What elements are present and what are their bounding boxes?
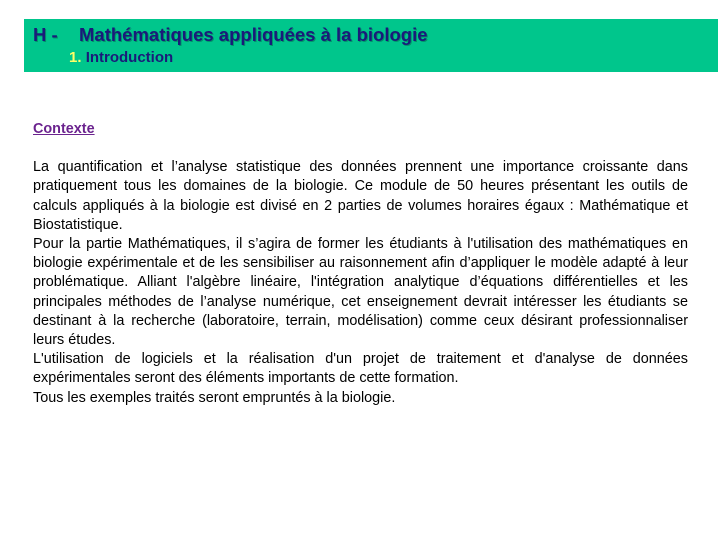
paragraph-1: La quantification et l’analyse statistique des données prennent une importance croissante dans pratiquement tous les domaines de la biologie. Ce module de 50 heures présentant les outils de calculs appliqués à la biologie est divisé en 2 parties de volumes horaires égaux : Mathématique et Biostatistique. — [33, 159, 688, 233]
slide-title-text: Mathématiques appliquées à la biologie — [79, 24, 428, 45]
slide-title-prefix: H - — [33, 24, 58, 45]
title-banner — [24, 19, 718, 72]
paragraph-4: Tous les exemples traités seront empruntés à la biologie. — [33, 389, 396, 406]
slide-title — [33, 24, 428, 46]
slide-body — [33, 120, 688, 408]
section-heading-contexte: Contexte — [33, 121, 95, 137]
subtitle-text: Introduction — [85, 49, 174, 66]
slide-subtitle — [69, 49, 173, 66]
subtitle-number: 1. — [69, 49, 82, 66]
paragraph-3: L'utilisation de logiciels et la réalisation d'un projet de traitement et d'analyse de données expérimentales seront des éléments importants de cette formation. — [33, 351, 688, 387]
paragraph-2: Pour la partie Mathématiques, il s’agira de former les étudiants à l'utilisation des mathématiques en biologie expérimentale et de les sensibiliser au raisonnement afin d’appliquer le modèle adapté à leur problématique. Alliant l'algèbre linéaire, l'intégration analytique d’équations différentielles et les principales méthodes de l’analyse numérique, cet enseignement devrait intéresser les étudiants se destinant à la recherche (laboratoire, terrain, modélisation) comme ceux désirant professionnaliser leurs études. — [33, 236, 688, 349]
